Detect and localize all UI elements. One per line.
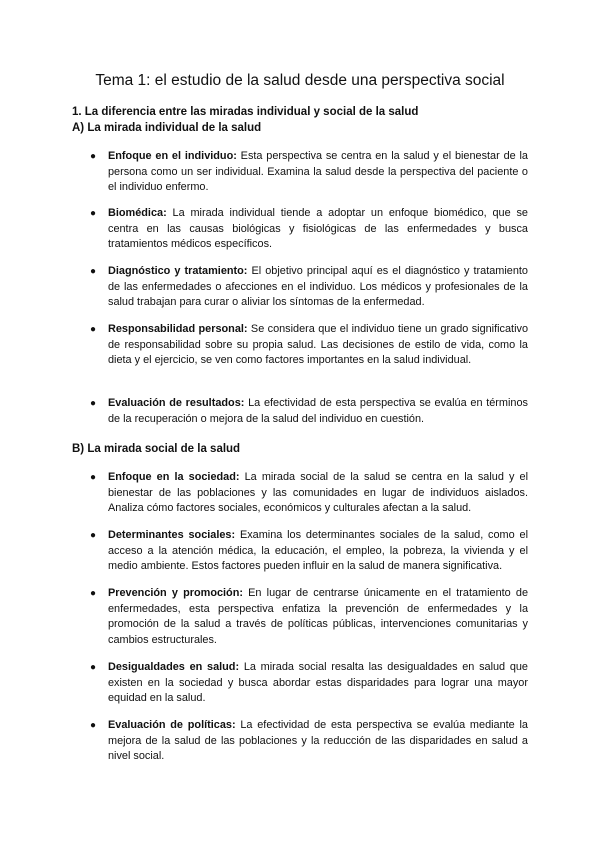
item-text: Examina los determinantes sociales de la salud, como el acceso a la atención médica, la educación, el empleo, la pobreza, la vivienda y el medio ambiente. Estos factores pueden influir en la salud de manera significativa. — [108, 529, 528, 573]
item-text: La mirada social resalta las desigualdades en salud que existen en la sociedad y busca abordar estas disparidades para lograr una mayor equidad en la salud. — [108, 661, 528, 705]
item-term: Evaluación de resultados: — [108, 397, 245, 409]
list-item — [90, 718, 528, 765]
item-term: Evaluación de políticas: — [108, 719, 236, 731]
item-term: Prevención y promoción: — [108, 587, 243, 599]
bullet-icon: ● — [90, 720, 97, 731]
bullet-icon: ● — [90, 324, 97, 335]
subheading-individual: A) La mirada individual de la salud — [72, 122, 262, 134]
list-item — [90, 470, 529, 517]
item-text: El objetivo principal aquí es el diagnóstico y tratamiento de las enfermedades o afecciones en el individuo. Los médicos y profesionales de la salud trabajan para curar o aliviar los síntomas de la enfermedad. — [108, 265, 528, 309]
item-term: Enfoque en la sociedad: — [108, 471, 240, 483]
list-item — [90, 586, 528, 648]
item-text: En lugar de centrarse únicamente en el tratamiento de enfermedades, esta perspectiva enfatiza la prevención de enfermedades y la promoción de la salud a través de políticas públicas, intervenciones comunitarias y cambios estructurales. — [108, 587, 528, 646]
list-item — [90, 149, 528, 196]
bullet-icon: ● — [90, 398, 97, 409]
bullet-icon: ● — [90, 472, 97, 483]
item-term: Diagnóstico y tratamiento: — [108, 265, 248, 277]
bullet-icon: ● — [90, 530, 97, 541]
list-item — [90, 528, 528, 575]
bullet-icon: ● — [90, 662, 97, 673]
list-item — [90, 396, 528, 427]
list-item — [90, 660, 528, 707]
list-item — [90, 206, 528, 253]
item-text: La mirada social de la salud se centra en la salud y el bienestar de las poblaciones y las comunidades en lugar de individuos aislados. Analiza cómo factores sociales, económicos y culturales afectan a la salud. — [108, 471, 529, 515]
item-term: Desigualdades en salud: — [108, 661, 240, 673]
bullet-icon: ● — [90, 208, 97, 219]
item-text: La efectividad de esta perspectiva se evalúa en términos de la recuperación o mejora de la salud del individuo en cuestión. — [108, 397, 528, 425]
item-text: Se considera que el individuo tiene un grado significativo de responsabilidad sobre su propia salud. Las decisiones de estilo de vida, como la dieta y el ejercicio, se ven como factores importantes en la salud individual. — [108, 323, 528, 367]
item-term: Determinantes sociales: — [108, 529, 236, 541]
page-title: Tema 1: el estudio de la salud desde una perspectiva social — [95, 72, 505, 89]
section-heading: 1. La diferencia entre las miradas individual y social de la salud — [72, 106, 419, 118]
item-term: Biomédica: — [108, 207, 167, 219]
item-text: Esta perspectiva se centra en la salud y el bienestar de la persona como un ser individual. Examina la salud desde la perspectiva del paciente o el individuo enfermo. — [108, 150, 528, 194]
item-term: Enfoque en el individuo: — [108, 150, 237, 162]
bullet-icon: ● — [90, 588, 97, 599]
list-item — [90, 264, 528, 311]
item-text: La mirada individual tiende a adoptar un enfoque biomédico, que se centra en las causas biológicas y fisiológicas de las enfermedades y busca tratamientos médicos específicos. — [108, 207, 528, 251]
item-term: Responsabilidad personal: — [108, 323, 248, 335]
bullet-icon: ● — [90, 151, 97, 162]
subheading-social: B) La mirada social de la salud — [72, 443, 241, 455]
list-item — [90, 322, 528, 369]
item-text: La efectividad de esta perspectiva se evalúa mediante la mejora de la salud de las poblaciones y la reducción de las disparidades en salud a nivel social. — [108, 719, 528, 763]
bullet-icon: ● — [90, 266, 97, 277]
